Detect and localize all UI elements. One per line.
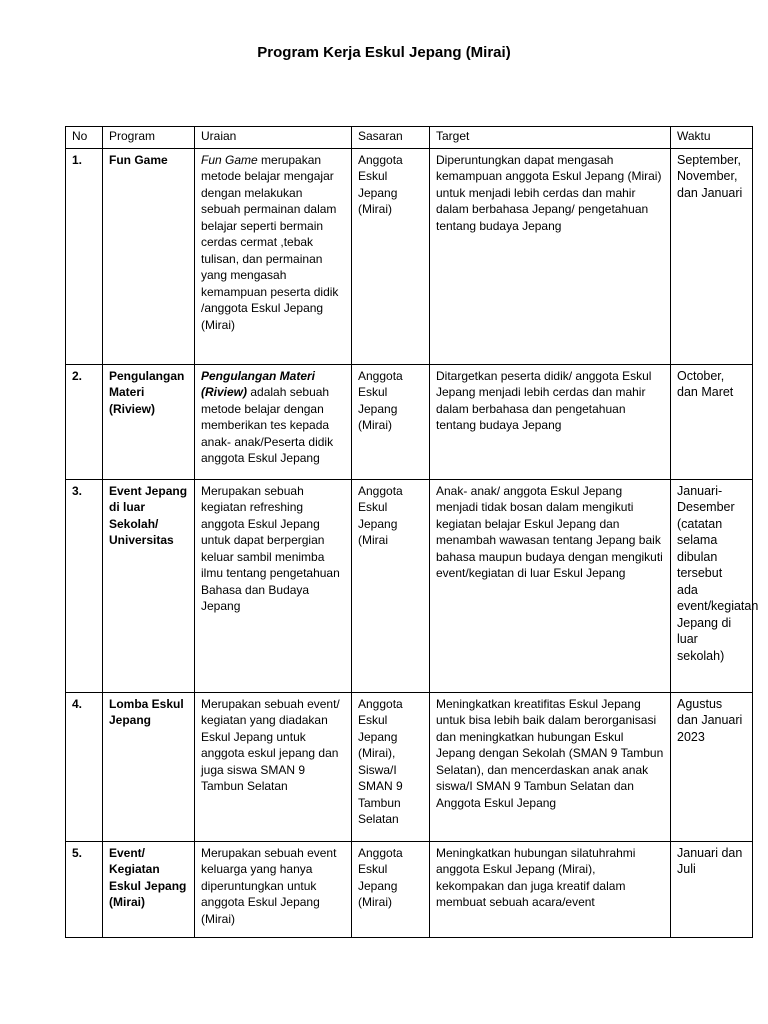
uraian-cell: Merupakan sebuah kegiatan refreshing anggota Eskul Jepang untuk dapat berpergian keluar sambil menimba ilmu tentang pengetahuan Bahasa dan Budaya Jepang — [195, 479, 352, 692]
table-header-row — [66, 127, 753, 149]
sasaran-cell: Anggota Eskul Jepang (Mirai) — [352, 148, 430, 364]
uraian-emphasis: Fun Game — [201, 152, 258, 167]
row-number: 1. — [66, 148, 103, 364]
uraian-text: adalah sebuah metode belajar dengan memberikan tes kepada anak- anak/Peserta didik anggota Eskul Jepang — [201, 385, 334, 465]
uraian-text: merupakan metode belajar mengajar dengan melakukan sebuah permainan dalam belajar seperti bermain cerdas cermat ,tebak tulisan, dan permainan yang mengasah kemampuan peserta didik /anggota Eskul Jepang (Mirai) — [201, 152, 339, 332]
row-number: 5. — [66, 841, 103, 938]
table-row — [66, 148, 753, 364]
target-cell: Diperuntungkan dapat mengasah kemampuan anggota Eskul Jepang (Mirai) untuk menjadi lebih cerdas dan mahir dalam berbahasa Jepang/ pengetahuan tentang budaya Jepang — [430, 148, 671, 364]
header-uraian: Uraian — [195, 127, 352, 149]
header-program: Program — [103, 127, 195, 149]
uraian-cell: Merupakan sebuah event keluarga yang hanya diperuntungkan untuk anggota Eskul Jepang (Mirai) — [195, 841, 352, 938]
target-cell: Meningkatkan hubungan silatuhrahmi anggota Eskul Jepang (Mirai), kekompakan dan juga kreatif dalam membuat sebuah acara/event — [430, 841, 671, 938]
row-number: 3. — [66, 479, 103, 692]
sasaran-cell: Anggota Eskul Jepang (Mirai — [352, 479, 430, 692]
waktu-cell: Agustus dan Januari 2023 — [671, 692, 753, 841]
uraian-cell: Merupakan sebuah event/ kegiatan yang diadakan Eskul Jepang untuk anggota eskul jepang dan juga siswa SMAN 9 Tambun Selatan — [195, 692, 352, 841]
sasaran-cell: Anggota Eskul Jepang (Mirai) — [352, 841, 430, 938]
program-name: Lomba Eskul Jepang — [103, 692, 195, 841]
sasaran-cell: Anggota Eskul Jepang (Mirai) — [352, 364, 430, 479]
program-name: Event Jepang di luar Sekolah/ Universitas — [103, 479, 195, 692]
program-name: Fun Game — [103, 148, 195, 364]
header-waktu: Waktu — [671, 127, 753, 149]
header-no: No — [66, 127, 103, 149]
table-row — [66, 479, 753, 692]
waktu-cell: September, November, dan Januari — [671, 148, 753, 364]
program-name: Pengulangan Materi (Riview) — [103, 364, 195, 479]
table-row — [66, 841, 753, 938]
program-table — [65, 126, 759, 938]
page-title: Program Kerja Eskul Jepang (Mirai) — [257, 44, 511, 61]
row-number: 4. — [66, 692, 103, 841]
header-sasaran: Sasaran — [352, 127, 430, 149]
table-row — [66, 364, 753, 479]
table-row — [66, 692, 753, 841]
row-number: 2. — [66, 364, 103, 479]
sasaran-cell: Anggota Eskul Jepang (Mirai), Siswa/I SMAN 9 Tambun Selatan — [352, 692, 430, 841]
target-cell: Anak- anak/ anggota Eskul Jepang menjadi tidak bosan dalam mengikuti kegiatan belajar Eskul Jepang dan menambah wawasan tentang Jepang baik bahasa maupun budaya dengan mengikuti event/kegiatan di luar Eskul Jepang — [430, 479, 671, 692]
uraian-emphasis: Pengulangan Materi (Riview) — [201, 368, 316, 399]
target-cell: Ditargetkan peserta didik/ anggota Eskul Jepang menjadi lebih cerdas dan mahir dalam berbahasa dan pengetahuan tentang budaya Jepang — [430, 364, 671, 479]
waktu-cell: Januari- Desember (catatan selama dibulan tersebut ada event/kegiatan Jepang di luar sekolah) — [671, 479, 753, 692]
header-target: Target — [430, 127, 671, 149]
uraian-cell — [195, 148, 352, 364]
target-cell: Meningkatkan kreatifitas Eskul Jepang untuk bisa lebih baik dalam berorganisasi dan meningkatkan hubungan Eskul Jepang dengan Sekolah (SMAN 9 Tambun Selatan), dan mencerdaskan anak anak siswa/I SMAN 9 Tambun Selatan dan Anggota Eskul Jepang — [430, 692, 671, 841]
waktu-cell: Januari dan Juli — [671, 841, 753, 938]
uraian-cell — [195, 364, 352, 479]
waktu-cell: October, dan Maret — [671, 364, 753, 479]
program-name: Event/ Kegiatan Eskul Jepang (Mirai) — [103, 841, 195, 938]
